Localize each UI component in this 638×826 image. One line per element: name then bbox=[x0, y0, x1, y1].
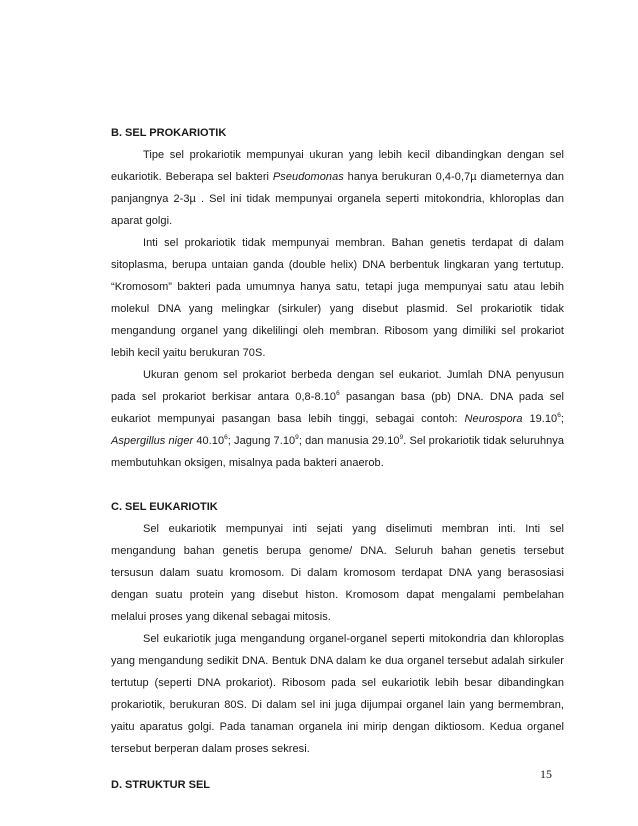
italic-neurospora: Neurospora bbox=[464, 413, 523, 425]
section-b-heading: B. SEL PROKARIOTIK bbox=[111, 127, 227, 139]
section-c-paragraph-2: Sel eukariotik juga mengandung organel-organel seperti mitokondria dan khloroplas yang mengandung sedikit DNA. Bentuk DNA dalam ke dua organel tersebut adalah sirkuler tertutup (seperti DNA prokariot). Ribosom pada sel eukariotik lebih besar dibandingkan prokariotik, berukuran 80S. Di dalam sel ini juga dijumpai organel lain yang bermembran, yaitu aparatus golgi. Pada tanaman organela ini mirip dengan diktiosom. Kedua organel tersebut berperan dalam proses sekresi. bbox=[111, 633, 564, 755]
section-c-paragraph-1: Sel eukariotik mempunyai inti sejati yang diselimuti membran inti. Inti sel mengandung bahan genetis berupa genome/ DNA. Seluruh bahan genetis tersebut tersusun dalam suatu kromosom. Di dalam kromosom terdapat DNA yang berasosiasi dengan suatu protein yang disebut histon. Kromosom dapat mengalami pembelahan melalui proses yang dikenal sebagai mitosis. bbox=[111, 523, 564, 623]
section-b-paragraph-1: Tipe sel prokariotik mempunyai ukuran yang lebih kecil dibandingkan dengan sel eukariotik. Beberapa sel bakteri Pseudomonas hanya berukuran 0,4-0,7µ diameternya dan panjangnya 2-3µ . Sel ini tidak mempunyai organela seperti mitokondria, khloroplas dan aparat golgi. bbox=[111, 149, 564, 227]
page-number: 15 bbox=[540, 767, 552, 781]
section-b-paragraph-2: Inti sel prokariotik tidak mempunyai membran. Bahan genetis terdapat di dalam sitoplasma, berupa untaian ganda (double helix) DNA berbentuk lingkaran yang tertutup. “Kromosom” bakteri pada umumnya hanya satu, tetapi juga mempunyai satu atau lebih molekul DNA yang melingkar (sirkuler) yang disebut plasmid. Sel prokariotik tidak mengandung organel yang dikelilingi oleh membran. Ribosom yang dimiliki sel prokariot lebih kecil yaitu berukuran 70S. bbox=[111, 237, 564, 359]
page-content bbox=[111, 122, 564, 796]
italic-pseudomonas: Pseudomonas bbox=[272, 171, 344, 183]
italic-aspergillus: Aspergillus niger bbox=[111, 435, 194, 447]
section-d-heading: D. STRUKTUR SEL bbox=[111, 779, 210, 791]
section-b-paragraph-3: Ukuran genom sel prokariot berbeda dengan sel eukariot. Jumlah DNA penyusun pada sel prokariot berkisar antara 0,8-8.10$^6$ pasangan basa (pb) DNA. DNA pada sel eukariot mempunyai pasangan basa lebih tinggi, sebagai contoh: Neurospora 19.10$^6$; Aspergillus niger 40.10$^6$; Jagung 7.10$^9$; dan manusia 29.10$^9$. Sel prokariotik tidak seluruhnya membutuhkan oksigen, misalnya pada bakteri anaerob. bbox=[111, 369, 565, 469]
section-c-heading: C. SEL EUKARIOTIK bbox=[111, 501, 218, 513]
